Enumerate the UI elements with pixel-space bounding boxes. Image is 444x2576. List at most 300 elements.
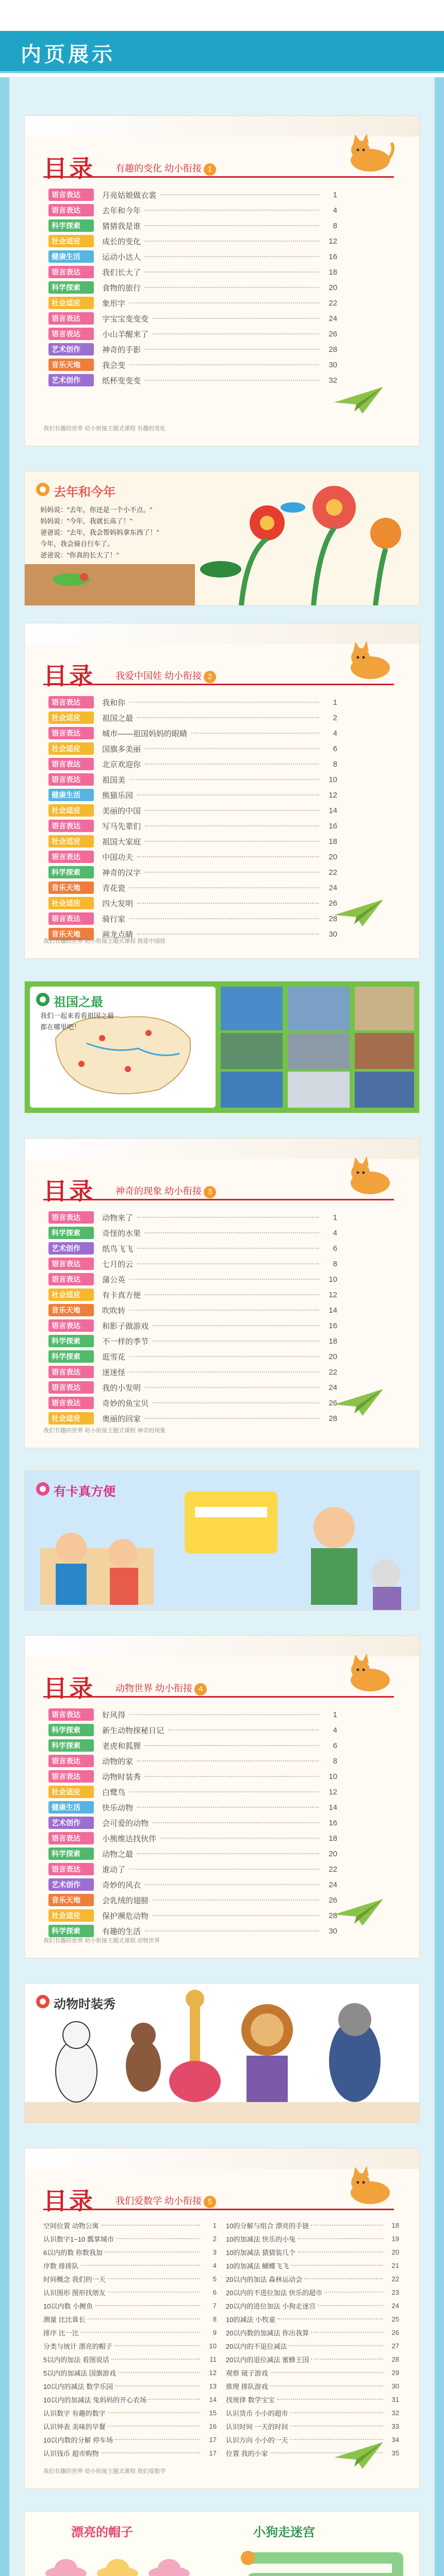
toc-entry xyxy=(48,1380,337,1395)
dot-leader xyxy=(277,2318,383,2319)
page-number: 4 xyxy=(333,1725,337,1735)
dot-leader xyxy=(145,825,319,826)
category-label: 语言表达 xyxy=(48,1770,94,1783)
toc-entry xyxy=(48,1411,337,1426)
page-number: 8 xyxy=(333,1756,337,1766)
cat-icon xyxy=(342,2162,399,2208)
toc-entry xyxy=(226,2312,399,2326)
category-label: 健康生活 xyxy=(48,250,94,263)
toc-title: 目录 xyxy=(43,662,95,690)
toc-entry-title: 和影子做游戏 xyxy=(102,1321,149,1331)
toc-entry-title: 认识钟表 美味的早餐 xyxy=(43,2422,106,2431)
category-label: 社会适应 xyxy=(48,297,94,309)
page-number: 35 xyxy=(391,2449,399,2457)
dot-leader xyxy=(145,1930,319,1931)
toc-subtitle: 神奇的现象 幼小衔接 3 xyxy=(116,1184,216,1198)
toc-entry-title: 小熊维达找伙伴 xyxy=(102,1834,157,1843)
dot-leader xyxy=(129,302,319,303)
page-number: 4 xyxy=(212,2261,217,2269)
page-number: 6 xyxy=(212,2288,217,2296)
toc-entry-title: 中国功夫 xyxy=(102,853,134,862)
toc-entry-title: 去年和今年 xyxy=(102,206,141,215)
page-number: 13 xyxy=(209,2382,217,2390)
spread-title: 去年和今年 xyxy=(54,485,116,499)
toc-entry-title: 神奇的手影 xyxy=(102,345,141,354)
page-number: 3 xyxy=(212,2248,217,2256)
dot-leader xyxy=(153,1915,319,1916)
toc-entry xyxy=(48,1892,337,1908)
toc-entry-title: 北京欢迎你 xyxy=(102,760,141,769)
category-label: 语言表达 xyxy=(48,1397,94,1409)
toc-entry xyxy=(48,1210,337,1225)
page-number: 20 xyxy=(328,852,337,861)
dot-leader xyxy=(145,810,319,811)
toc-entry xyxy=(48,1908,337,1923)
category-label: 社会适应 xyxy=(48,897,94,909)
dot-leader xyxy=(145,748,319,749)
toc-title: 目录 xyxy=(43,2187,95,2215)
toc-entry xyxy=(48,1225,337,1241)
page-number: 5 xyxy=(212,2275,217,2283)
toc-entry-title: 运动小达人 xyxy=(102,252,141,262)
toc-entry-title: 10以内的加减法 兔妈妈的开心农场 xyxy=(43,2396,147,2404)
dot-leader xyxy=(145,225,319,226)
toc-entry-title: 我们长大了 xyxy=(102,268,141,277)
page-number: 30 xyxy=(328,929,337,939)
category-label: 健康生活 xyxy=(48,1801,94,1814)
toc-entry-title: 不一样的季节 xyxy=(102,1337,149,1346)
toc-entry xyxy=(48,1256,337,1272)
toc-entry xyxy=(48,342,337,357)
spread-text: 妈妈说："去年，你还是一个小不点。" 妈妈说："今年，我就长高了！" 爸爸说："去年，我会帮妈妈拿东西了！" 今年，我会骑自行车了。 爸爸说："你真的长大了！" xyxy=(40,506,159,559)
spread-2 xyxy=(25,981,419,1113)
dot-leader xyxy=(116,2238,200,2239)
dot-leader xyxy=(145,1387,319,1388)
dot-leader xyxy=(114,2345,200,2346)
toc-entry xyxy=(43,2339,217,2352)
category-label: 科学探索 xyxy=(48,1335,94,1347)
page-number: 1 xyxy=(212,2221,217,2229)
page-number: 16 xyxy=(328,821,337,831)
page-number: 12 xyxy=(209,2368,217,2377)
category-label: 社会适应 xyxy=(48,742,94,755)
page-number: 16 xyxy=(209,2422,217,2430)
toc-entry xyxy=(226,2339,399,2352)
page-number: 26 xyxy=(328,1895,337,1905)
toc-entry xyxy=(48,264,337,280)
category-label: 科学探索 xyxy=(48,1724,94,1736)
spread-title: 动物时装秀 xyxy=(54,1997,116,2011)
toc-entry-title: 城市——祖国妈妈的眼睛 xyxy=(102,729,188,738)
page-number: 24 xyxy=(328,1880,337,1889)
dot-leader xyxy=(129,1371,319,1372)
toc-entry xyxy=(43,2299,217,2312)
dot-leader xyxy=(115,2439,200,2440)
section-badge-icon xyxy=(35,1994,51,2009)
page-number: 28 xyxy=(328,1911,337,1920)
dot-leader xyxy=(270,2385,383,2386)
page-number: 28 xyxy=(328,345,337,354)
page-number: 34 xyxy=(391,2435,399,2444)
page-number: 14 xyxy=(328,1803,337,1812)
toc-entry-title: 动物之最 xyxy=(102,1850,134,1859)
toc-title: 目录 xyxy=(43,155,95,182)
paper-plane-icon xyxy=(332,1384,388,1420)
dot-leader xyxy=(108,2426,200,2427)
toc-entry-title: 逛雪花 xyxy=(102,1352,126,1362)
page-number: 31 xyxy=(391,2395,399,2403)
category-label: 艺术创作 xyxy=(48,1878,94,1891)
toc-entry xyxy=(48,1815,337,1831)
toc-entry-title: 奇妙的鱼宝贝 xyxy=(102,1399,149,1408)
toc-entry-title: 20以内的加法 森林运动会 xyxy=(226,2275,303,2283)
dot-leader xyxy=(153,1900,319,1901)
dot-leader xyxy=(168,1730,319,1731)
toc-entry xyxy=(43,2366,217,2379)
toc-entry-title: 认识数字1~10 瓢掌城市 xyxy=(43,2235,114,2243)
toc-entry-title: 我会变 xyxy=(102,361,126,370)
page-number: 10 xyxy=(328,775,337,784)
category-label: 语言表达 xyxy=(48,1708,94,1721)
paper-plane-icon xyxy=(332,382,388,418)
toc-footer: 我们有趣的世界 幼小衔接主题式课程 我爱中国娃 xyxy=(43,938,166,944)
page-number: 12 xyxy=(328,1787,337,1797)
category-label: 语言表达 xyxy=(48,773,94,786)
page-number: 24 xyxy=(328,1383,337,1392)
toc-entry xyxy=(48,895,337,911)
toc-entry-title: 谁动了 xyxy=(102,1865,126,1874)
toc-entry-title: 空间位置 动物公寓 xyxy=(43,2222,99,2230)
dot-leader xyxy=(153,1341,319,1342)
toc-entry xyxy=(226,2352,399,2366)
toc-entry-title: 时间概念 我们的一天 xyxy=(43,2275,106,2283)
section-badge-icon xyxy=(35,1481,51,1497)
dot-leader xyxy=(277,2399,383,2400)
category-label: 音乐天地 xyxy=(48,359,94,371)
page-number: 9 xyxy=(212,2328,217,2336)
toc-entry-title: 20以内数的加减法 你出我算 xyxy=(226,2329,309,2337)
dot-leader xyxy=(318,2305,383,2306)
toc-entry xyxy=(48,1877,337,1892)
toc-entry xyxy=(43,2446,217,2460)
dot-leader xyxy=(290,2426,383,2427)
toc-entry xyxy=(48,1318,337,1333)
dot-leader xyxy=(145,256,319,257)
toc-entry xyxy=(48,1831,337,1846)
dot-leader xyxy=(149,2399,200,2400)
dot-leader xyxy=(289,2345,383,2346)
category-label: 社会适应 xyxy=(48,1909,94,1922)
hat-illustration xyxy=(35,2548,210,2576)
toc-page-1 xyxy=(25,116,419,446)
category-label: 语言表达 xyxy=(48,328,94,340)
category-label: 语言表达 xyxy=(48,1211,94,1224)
toc-entry-title: 奇怪的水果 xyxy=(102,1229,141,1238)
category-label: 科学探索 xyxy=(48,866,94,878)
dot-leader xyxy=(191,733,319,734)
toc-entry-title: 20以内的不退位减法 xyxy=(226,2342,287,2350)
dot-leader xyxy=(129,1356,319,1357)
page-number: 4 xyxy=(333,206,337,215)
category-label: 语言表达 xyxy=(48,1319,94,1332)
page-number: 14 xyxy=(209,2395,217,2403)
page-number: 28 xyxy=(328,914,337,923)
toc-entry xyxy=(48,911,337,926)
dot-leader xyxy=(137,794,319,795)
category-label: 社会适应 xyxy=(48,1289,94,1301)
dot-leader xyxy=(129,887,319,888)
dot-leader xyxy=(129,1869,319,1870)
category-label: 科学探索 xyxy=(48,219,94,232)
dot-leader xyxy=(160,1838,319,1839)
toc-entry-title: 国旗多美丽 xyxy=(102,744,141,754)
toc-entry-title: 骑行家 xyxy=(102,914,126,924)
toc-entry xyxy=(48,1753,337,1769)
cat-icon xyxy=(342,637,399,683)
toc-entry-title: 会乳绒的翅膀 xyxy=(102,1896,149,1905)
page-number: 1 xyxy=(333,698,337,707)
spread-title: 祖国之最 xyxy=(54,995,103,1009)
toc-entry-title: 老虎和狐狸 xyxy=(102,1741,141,1751)
page-number: 32 xyxy=(391,2409,399,2417)
category-label: 艺术创作 xyxy=(48,374,94,386)
toc-entry-title: 分类与统计 漂亮的帽子 xyxy=(43,2342,112,2350)
toc-entry xyxy=(48,233,337,249)
category-label: 健康生活 xyxy=(48,789,94,801)
toc-entry-title: 祖国大家庭 xyxy=(102,837,141,846)
toc-entry-title: 推理 排队游戏 xyxy=(226,2382,268,2391)
category-label: 语言表达 xyxy=(48,189,94,201)
dot-leader xyxy=(145,1294,319,1295)
spread-4 xyxy=(25,1984,419,2123)
page-number: 20 xyxy=(328,283,337,292)
dot-leader xyxy=(129,779,319,780)
dot-leader xyxy=(137,856,319,857)
category-label: 音乐天地 xyxy=(48,928,94,940)
dot-leader xyxy=(311,2332,383,2333)
page-number: 11 xyxy=(209,2355,217,2363)
page-number: 20 xyxy=(328,1352,337,1361)
dot-leader xyxy=(153,318,319,319)
toc-entry-title: 10的分解与组合 漂亮的手链 xyxy=(226,2222,309,2230)
dot-leader xyxy=(145,272,319,273)
toc-entry-title: 四大发明 xyxy=(102,899,134,908)
page-number: 16 xyxy=(328,252,337,261)
toc-entry-title: 有卡真方便 xyxy=(102,1291,141,1300)
toc-entry xyxy=(48,1861,337,1877)
toc-entry-title: 5以内的加法 看图说话 xyxy=(43,2355,109,2364)
page-number: 17 xyxy=(209,2449,217,2457)
toc-entry-title: 青花瓷 xyxy=(102,884,126,893)
toc-entry-title: 动物的家 xyxy=(102,1757,134,1766)
toc-entry-title: 写马先辈们 xyxy=(102,822,141,831)
activity-title-maze: 小狗走迷宫 xyxy=(253,2526,315,2539)
dot-leader xyxy=(108,2412,200,2413)
toc-entry-title: 猜猜我是谁 xyxy=(102,222,141,231)
dot-leader xyxy=(137,934,319,935)
page-number: 22 xyxy=(328,298,337,308)
page-number: 26 xyxy=(328,1398,337,1408)
toc-title: 目录 xyxy=(43,1177,95,1205)
toc-entry xyxy=(48,1784,337,1800)
toc-list-left xyxy=(43,2218,217,2460)
dot-leader xyxy=(137,903,319,904)
toc-entry xyxy=(48,710,337,725)
category-label: 科学探索 xyxy=(48,1925,94,1937)
page-number: 26 xyxy=(391,2328,399,2336)
toc-entry xyxy=(226,2326,399,2339)
category-label: 社会适应 xyxy=(48,1412,94,1425)
page-number: 30 xyxy=(328,1926,337,1936)
spread-3 xyxy=(25,1471,419,1610)
dot-leader xyxy=(129,702,319,703)
category-label: 社会适应 xyxy=(48,1786,94,1798)
toc-entry-title: 纸杯变变变 xyxy=(102,376,141,385)
toc-entry xyxy=(48,1272,337,1287)
toc-entry-title: 新生动物探秘日记 xyxy=(102,1726,165,1735)
category-label: 社会适应 xyxy=(48,835,94,848)
toc-entry-title: 保护濒危动物 xyxy=(102,1911,149,1921)
dot-leader xyxy=(160,194,319,195)
page-number: 22 xyxy=(328,1367,337,1377)
activity-title-hats: 漂亮的帽子 xyxy=(71,2526,133,2539)
page-number: 10 xyxy=(209,2342,217,2350)
toc-entry xyxy=(43,2433,217,2446)
toc-entry-title: 动物时装秀 xyxy=(102,1772,141,1782)
toc-entry-title: 成长的变化 xyxy=(102,237,141,246)
maze-activity-page xyxy=(222,2512,419,2576)
toc-entry-title: 10的加减法 蝴蝶飞飞 xyxy=(226,2262,289,2270)
volume-badge: 3 xyxy=(204,1186,216,1198)
toc-entry xyxy=(48,357,337,372)
page-number: 16 xyxy=(328,1321,337,1330)
toc-entry-title: 排序 比一比 xyxy=(43,2329,79,2337)
toc-entry-title: 祖国美 xyxy=(102,775,126,785)
toc-entry-title: 快乐动物 xyxy=(102,1803,134,1812)
toc-entry xyxy=(48,1707,337,1722)
section-badge-icon xyxy=(35,992,51,1007)
cat-icon xyxy=(342,129,399,176)
category-label: 社会适应 xyxy=(48,804,94,817)
dot-leader xyxy=(137,1807,319,1808)
toc-page-3 xyxy=(25,1139,419,1448)
dot-leader xyxy=(153,1822,319,1823)
toc-entry-title: 5以内的加减法 国旗游戏 xyxy=(43,2369,116,2377)
dot-leader xyxy=(108,2292,200,2293)
dot-leader xyxy=(95,2305,200,2306)
toc-entry xyxy=(48,772,337,787)
toc-entry-title: 美丽的中国 xyxy=(102,806,141,816)
toc-list-right xyxy=(226,2218,399,2460)
dot-leader xyxy=(137,1853,319,1854)
dot-leader xyxy=(298,2251,383,2252)
toc-entry xyxy=(48,694,337,710)
category-label: 语言表达 xyxy=(48,820,94,832)
toc-entry-title: 象形字 xyxy=(102,299,126,308)
toc-entry xyxy=(226,2379,399,2393)
toc-entry-title: 好风得 xyxy=(102,1710,126,1720)
toc-header xyxy=(43,655,394,690)
page-number: 14 xyxy=(328,1306,337,1315)
toc-entry xyxy=(43,2218,217,2232)
page-number: 8 xyxy=(333,759,337,769)
toc-footer: 我们有趣的世界 幼小衔接主题式课程 有趣的变化 xyxy=(43,426,166,432)
toc-entry xyxy=(48,803,337,818)
category-label: 音乐天地 xyxy=(48,1894,94,1906)
dot-leader xyxy=(270,2372,383,2373)
page-number: 10 xyxy=(328,1772,337,1781)
toc-title: 目录 xyxy=(43,1674,95,1702)
toc-entry-title: 七月的云 xyxy=(102,1260,134,1269)
toc-entry xyxy=(48,818,337,834)
toc-entry-title: 认识时间 一天的时间 xyxy=(226,2422,288,2431)
page-number: 4 xyxy=(333,728,337,738)
category-label: 社会适应 xyxy=(48,711,94,724)
dot-leader xyxy=(291,2265,383,2266)
toc-entry-title: 20以内的不进位加法 快乐的超市 xyxy=(226,2289,323,2297)
toc-entry xyxy=(48,1395,337,1411)
volume-badge: 4 xyxy=(194,1683,207,1696)
toc-entry-title: 迷迷怪 xyxy=(102,1368,126,1377)
header-divider xyxy=(0,71,444,73)
page-number: 27 xyxy=(391,2342,399,2350)
dot-leader xyxy=(145,1745,319,1746)
category-label: 语言表达 xyxy=(48,204,94,216)
toc-page-2 xyxy=(25,623,419,958)
page-number: 6 xyxy=(333,744,337,753)
page-number: 15 xyxy=(209,2409,217,2417)
toc-list xyxy=(48,1210,337,1426)
toc-entry-title: 认识方向 小小的一天 xyxy=(226,2436,288,2444)
toc-entry xyxy=(43,2272,217,2285)
toc-entry xyxy=(48,187,337,202)
spread-title: 有卡真方便 xyxy=(54,1485,116,1499)
dot-leader xyxy=(118,2372,200,2373)
toc-entry xyxy=(48,1349,337,1364)
dot-leader xyxy=(137,1217,319,1218)
toc-header xyxy=(43,1171,394,1205)
toc-entry-title: 20以内的进位加法 小狗走迷宫 xyxy=(226,2302,316,2310)
toc-entry xyxy=(226,2232,399,2245)
page-number: 24 xyxy=(391,2301,399,2310)
toc-entry-title: 我的小发明 xyxy=(102,1383,141,1393)
dot-leader xyxy=(129,1791,319,1792)
toc-entry-title: 我和你 xyxy=(102,698,126,707)
category-label: 科学探索 xyxy=(48,1848,94,1860)
dot-leader xyxy=(311,2225,383,2226)
dot-leader xyxy=(137,717,319,718)
toc-subtitle: 我们爱数学 幼小衔接 5 xyxy=(116,2194,216,2208)
dot-leader xyxy=(304,2278,383,2279)
toc-entry xyxy=(43,2406,217,2419)
toc-entry-title: 10的加减法 快乐的小兔 xyxy=(226,2235,296,2243)
category-label: 艺术创作 xyxy=(48,1817,94,1829)
toc-entry xyxy=(48,756,337,772)
page-number: 26 xyxy=(328,899,337,908)
toc-entry xyxy=(48,725,337,741)
dot-leader xyxy=(129,364,319,365)
hat-activity-page xyxy=(25,2512,222,2576)
dot-leader xyxy=(101,2452,200,2453)
toc-subtitle: 我爱中国娃 幼小衔接 2 xyxy=(116,669,216,683)
category-label: 语言表达 xyxy=(48,1366,94,1378)
toc-entry xyxy=(48,1302,337,1318)
page-number: 1 xyxy=(333,190,337,199)
dot-leader xyxy=(298,2238,383,2239)
toc-entry-title: 位置 我的小家 xyxy=(226,2449,268,2458)
dot-leader xyxy=(153,1402,319,1403)
dot-leader xyxy=(153,1325,319,1326)
